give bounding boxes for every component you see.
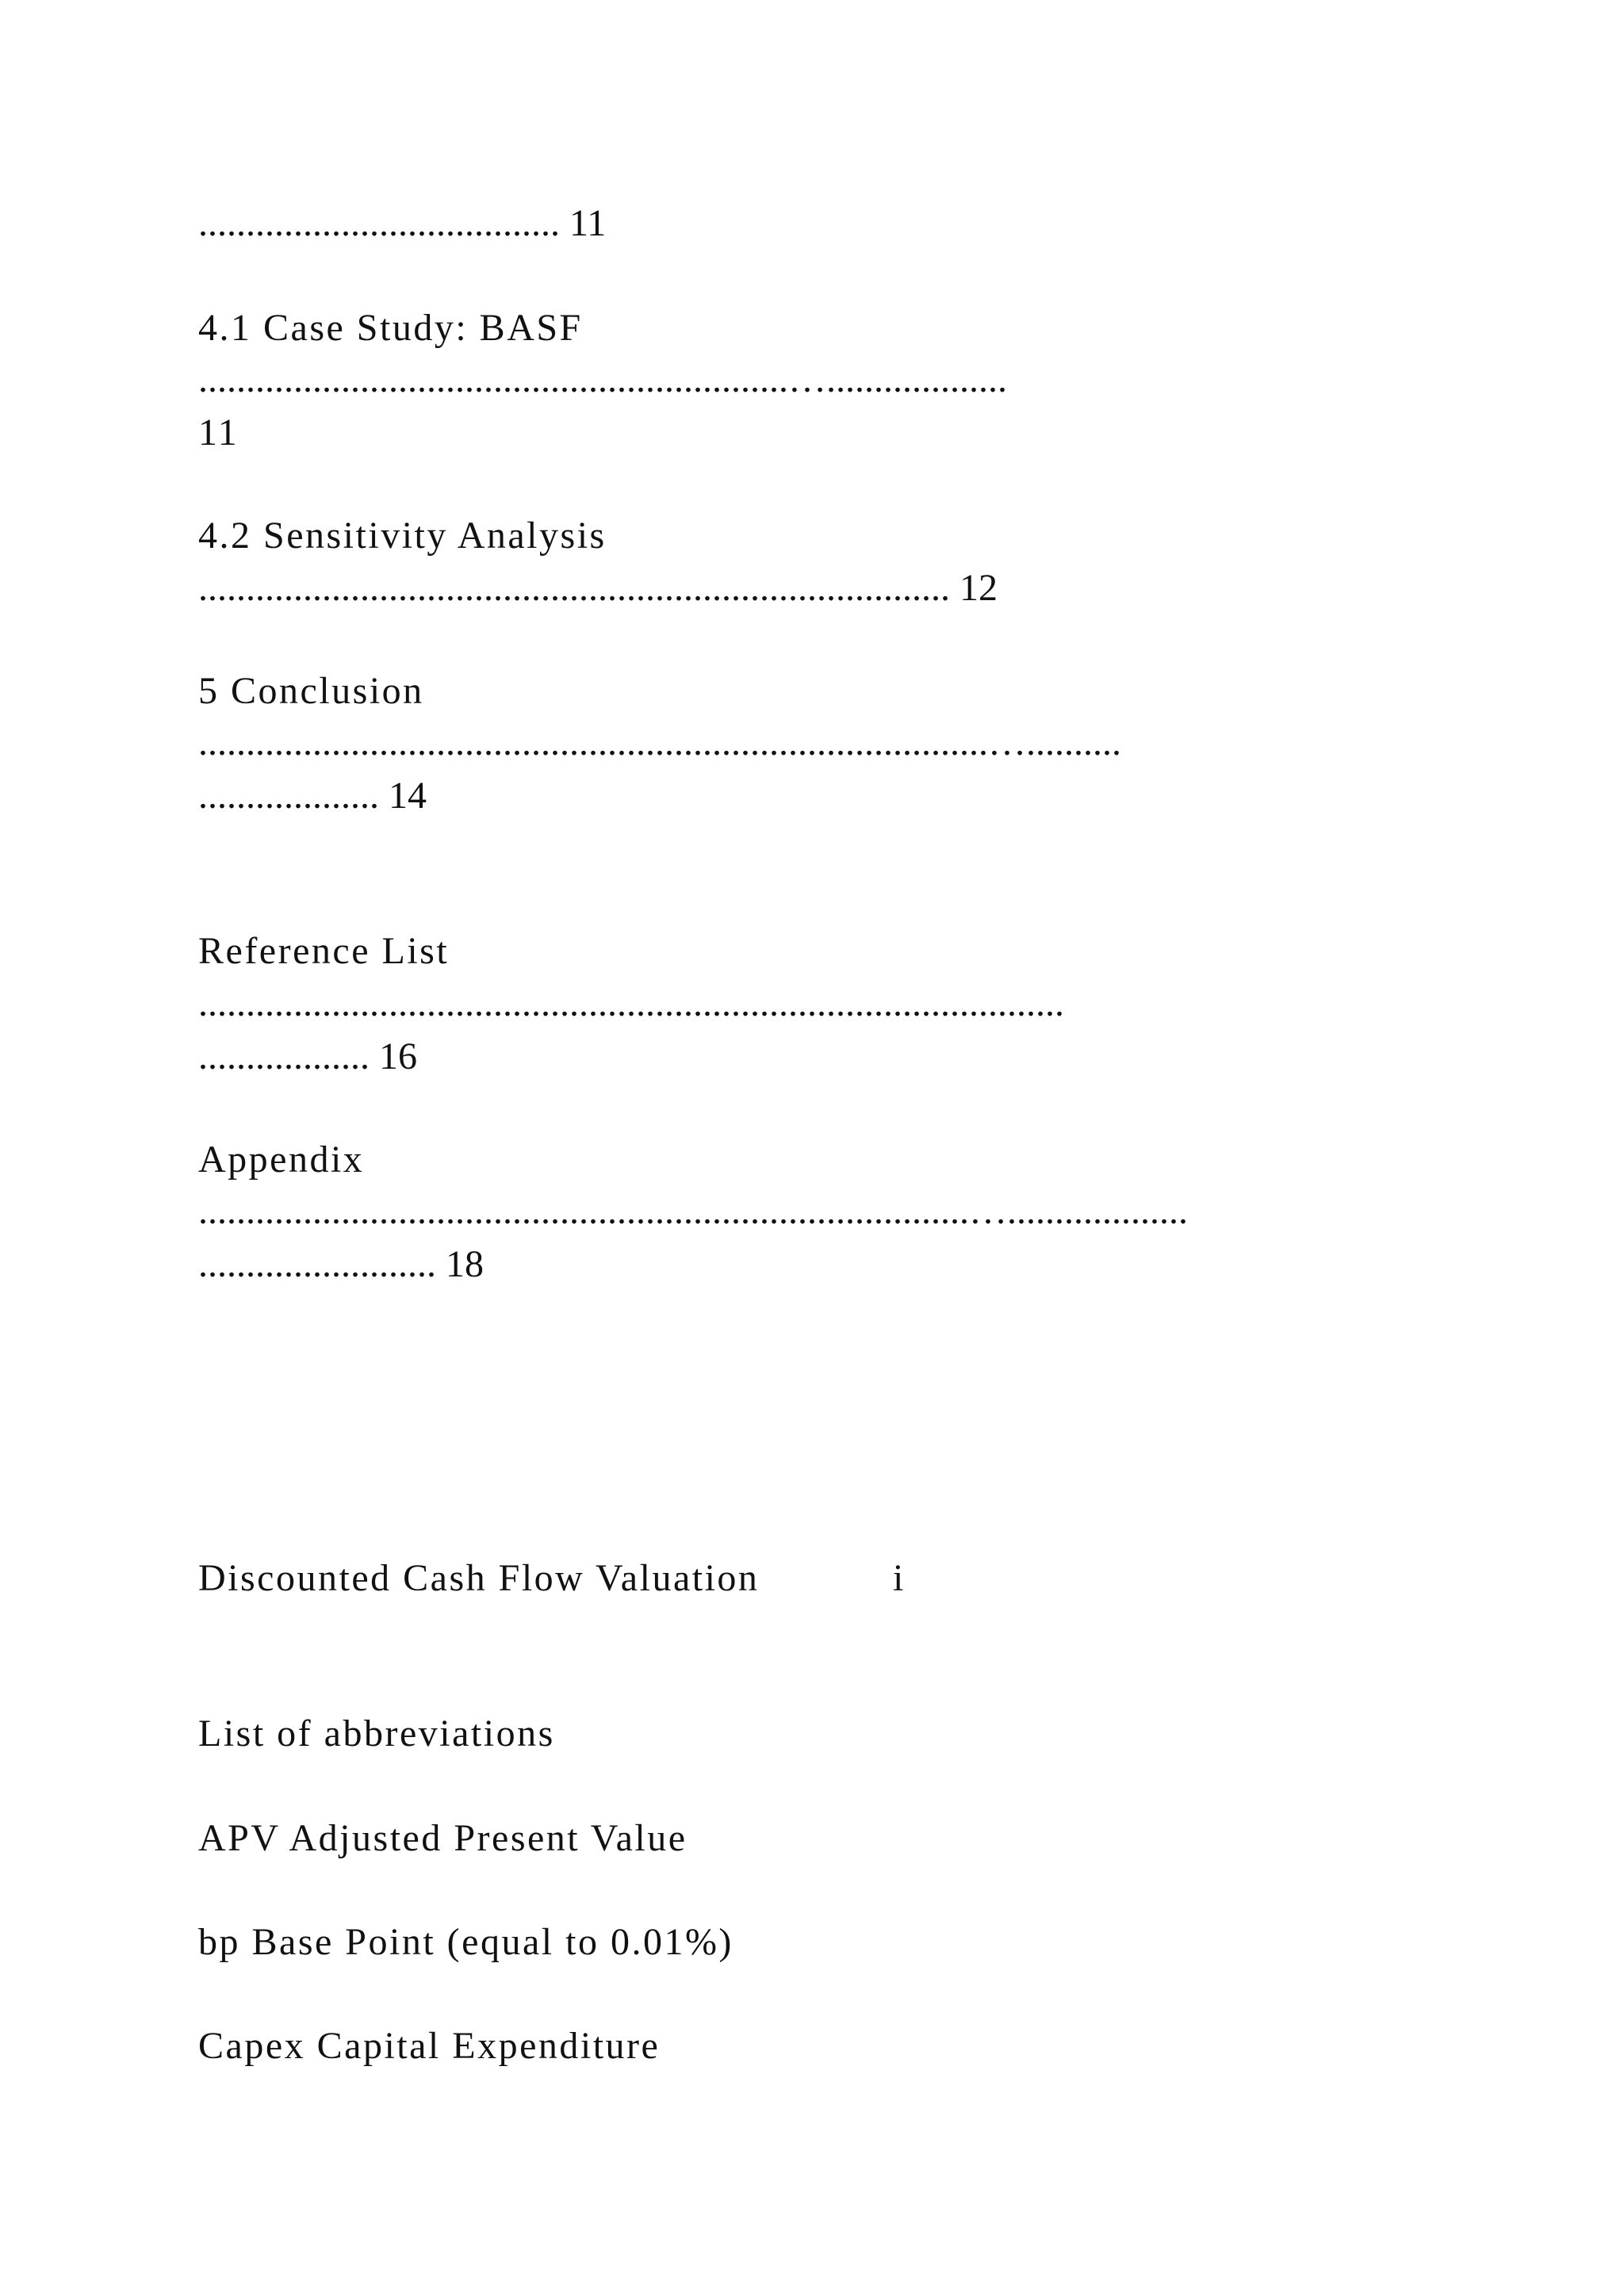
toc-entry-appendix-dots-page: ......................... 18	[198, 1243, 484, 1285]
abbreviations-heading: List of abbreviations	[198, 1712, 555, 1755]
toc-entry-5-dots-page: ................... 14	[198, 775, 427, 817]
toc-entry-reference-list-dots: ...........................................................................................	[198, 982, 1064, 1024]
abbreviation-apv: APV Adjusted Present Value	[198, 1817, 688, 1859]
toc-continued-dots-line: ...................................... 11	[198, 202, 607, 244]
abbreviation-capex: Capex Capital Expenditure	[198, 2025, 661, 2067]
toc-entry-4-1-title: 4.1 Case Study: BASF	[198, 307, 583, 349]
toc-entry-4-1-dots: ..............................................................…...................	[198, 358, 1007, 400]
toc-entry-reference-list-title: Reference List	[198, 930, 450, 972]
toc-entry-4-2-dots-page: ............................................................................... 12	[198, 567, 998, 609]
page-number: i	[893, 1557, 906, 1599]
toc-entry-appendix-title: Appendix	[198, 1138, 365, 1181]
toc-entry-reference-list-dots-page: .................. 16	[198, 1035, 417, 1077]
toc-entry-appendix-dots: .................................................................................…...................	[198, 1190, 1188, 1232]
toc-entry-4-1-page: 11	[198, 411, 239, 453]
running-title: Discounted Cash Flow Valuation	[198, 1557, 760, 1599]
toc-entry-4-2-title: 4.2 Sensitivity Analysis	[198, 515, 607, 557]
toc-entry-5-title: 5 Conclusion	[198, 670, 424, 712]
toc-entry-5-dots: ...................................................................................…..........	[198, 721, 1121, 763]
abbreviation-bp: bp Base Point (equal to 0.01%)	[198, 1921, 733, 1963]
